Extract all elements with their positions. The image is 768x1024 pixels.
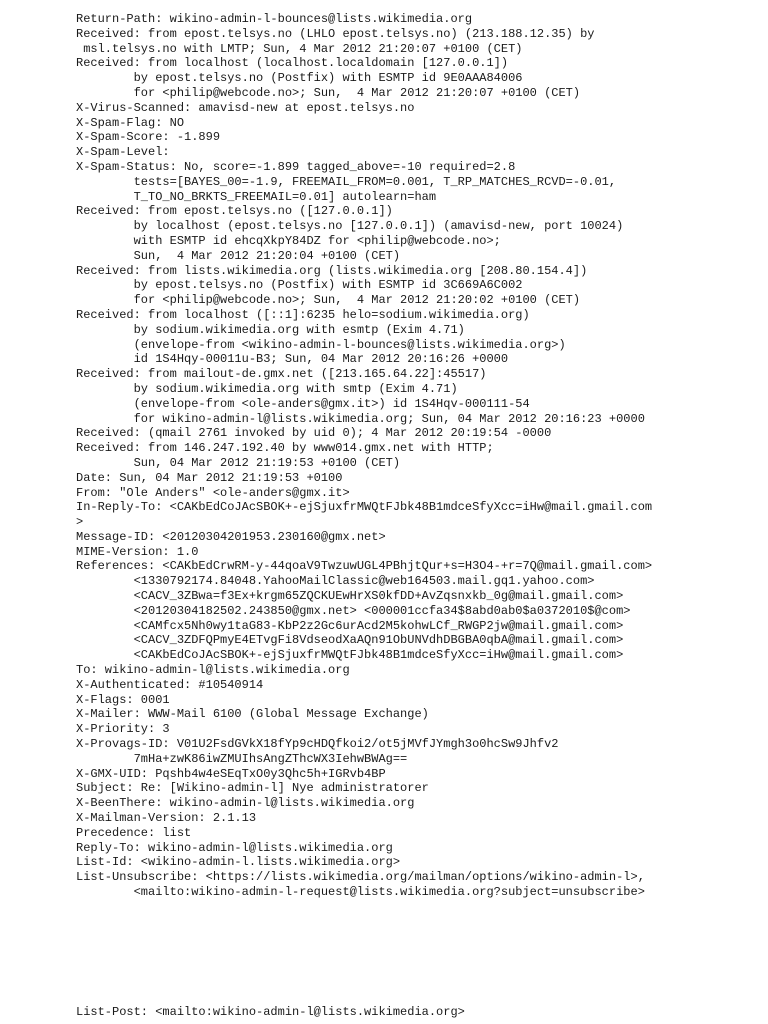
header-line: tests=[BAYES_00=-1.9, FREEMAIL_FROM=0.001, T_RP_MATCHES_RCVD=-0.01, <box>76 174 617 189</box>
header-line: X-Spam-Flag: NO <box>76 115 185 130</box>
header-line: X-Authenticated: #10540914 <box>76 677 264 692</box>
header-line: by epost.telsys.no (Postfix) with ESMTP id 3C669A6C002 <box>76 278 523 293</box>
header-line: Received: from 146.247.192.40 by www014.gmx.net with HTTP; <box>76 441 494 456</box>
header-line: by sodium.wikimedia.org with smtp (Exim 4.71) <box>76 381 458 396</box>
header-line: <20120304182502.243850@gmx.net> <000001ccfa34$8abd0ab0$a0372010$@com> <box>76 603 631 618</box>
header-line: with ESMTP id ehcqXkpY84DZ for <philip@webcode.no>; <box>76 233 501 248</box>
header-line: X-Virus-Scanned: amavisd-new at epost.telsys.no <box>76 100 415 115</box>
header-line: MIME-Version: 1.0 <box>76 544 199 559</box>
header-line: List-Unsubscribe: <https://lists.wikimedia.org/mailman/options/wikino-admin-l>, <box>76 870 645 885</box>
header-line: for <philip@webcode.no>; Sun, 4 Mar 2012 21:20:07 +0100 (CET) <box>76 85 581 100</box>
header-line: X-Mailer: WWW-Mail 6100 (Global Message Exchange) <box>76 707 429 722</box>
header-line: From: "Ole Anders" <ole-anders@gmx.it> <box>76 485 350 500</box>
header-line: <CAMfcx5Nh0wy1taG83-KbP2z2Gc6urAcd2M5kohwLCf_RWGP2jw@mail.gmail.com> <box>76 618 624 633</box>
header-line: by epost.telsys.no (Postfix) with ESMTP id 9E0AAA84006 <box>76 71 523 86</box>
header-line: Reply-To: wikino-admin-l@lists.wikimedia.org <box>76 840 393 855</box>
header-line: X-Spam-Score: -1.899 <box>76 130 221 145</box>
header-line: X-Spam-Status: No, score=-1.899 tagged_above=-10 required=2.8 <box>76 159 516 174</box>
header-line: Sun, 4 Mar 2012 21:20:04 +0100 (CET) <box>76 248 401 263</box>
header-line: for <philip@webcode.no>; Sun, 4 Mar 2012 21:20:02 +0100 (CET) <box>76 293 581 308</box>
header-line: <CACV_3ZBwa=f3Ex+krgm65ZQCKUEwHrXS0kfDD+AvZqsnxkb_0g@mail.gmail.com> <box>76 589 624 604</box>
list-post-header-line: List-Post: <mailto:wikino-admin-l@lists.wikimedia.org> <box>76 1005 465 1019</box>
header-line: In-Reply-To: <CAKbEdCoJAcSBOK+-ejSjuxfrMWQtFJbk48B1mdceSfyXcc=iHw@mail.gmail.com <box>76 500 653 515</box>
header-line: Sun, 04 Mar 2012 21:19:53 +0100 (CET) <box>76 455 401 470</box>
header-line: Received: from mailout-de.gmx.net ([213.165.64.22]:45517) <box>76 367 487 382</box>
header-line: T_TO_NO_BRKTS_FREEMAIL=0.01] autolearn=ham <box>76 189 437 204</box>
header-line: Precedence: list <box>76 825 192 840</box>
header-line: (envelope-from <ole-anders@gmx.it>) id 1S4Hqv-000111-54 <box>76 396 530 411</box>
header-line: > <box>76 515 84 530</box>
header-line: Received: from lists.wikimedia.org (lists.wikimedia.org [208.80.154.4]) <box>76 263 588 278</box>
header-line: <1330792174.84048.YahooMailClassic@web164503.mail.gq1.yahoo.com> <box>76 574 595 589</box>
header-line: Message-ID: <20120304201953.230160@gmx.net> <box>76 529 386 544</box>
header-line: X-GMX-UID: Pqshb4w4eSEqTxO0y3Qhc5h+IGRvb4BP <box>76 766 386 781</box>
header-line: X-Mailman-Version: 2.1.13 <box>76 811 257 826</box>
header-line: Return-Path: wikino-admin-l-bounces@lists.wikimedia.org <box>76 12 473 26</box>
header-line: List-Id: <wikino-admin-l.lists.wikimedia.org> <box>76 855 401 870</box>
header-line: msl.telsys.no with LMTP; Sun, 4 Mar 2012 21:20:07 +0100 (CET) <box>76 41 523 56</box>
header-line: X-BeenThere: wikino-admin-l@lists.wikimedia.org <box>76 796 415 811</box>
header-line: <CACV_3ZDFQPmyE4ETvgFi8VdseodXaAQn91ObUNVdhDBGBA0qbA@mail.gmail.com> <box>76 633 624 648</box>
header-line: X-Priority: 3 <box>76 722 170 737</box>
header-line: <CAKbEdCoJAcSBOK+-ejSjuxfrMWQtFJbk48B1mdceSfyXcc=iHw@mail.gmail.com> <box>76 648 624 663</box>
header-line: Received: from localhost (localhost.localdomain [127.0.0.1]) <box>76 56 509 71</box>
header-line: Subject: Re: [Wikino-admin-l] Nye administratorer <box>76 781 429 796</box>
email-header-block <box>76 12 756 900</box>
header-line: <mailto:wikino-admin-l-request@lists.wikimedia.org?subject=unsubscribe> <box>76 885 645 900</box>
header-line: 7mHa+zwK86iwZMUIhsAngZThcWX3IehwBWAg== <box>76 751 408 766</box>
header-line: Date: Sun, 04 Mar 2012 21:19:53 +0100 <box>76 470 343 485</box>
header-line: id 1S4Hqy-00011u-B3; Sun, 04 Mar 2012 20:16:26 +0000 <box>76 352 509 367</box>
header-line: by sodium.wikimedia.org with esmtp (Exim 4.71) <box>76 322 465 337</box>
header-line: by localhost (epost.telsys.no [127.0.0.1]) (amavisd-new, port 10024) <box>76 219 624 234</box>
header-line: References: <CAKbEdCrwRM-y-44qoaV9TwzuwUGL4PBhjtQur+s=H3O4-+r=7Q@mail.gmail.com> <box>76 559 653 574</box>
header-line: Received: from epost.telsys.no (LHLO epost.telsys.no) (213.188.12.35) by <box>76 26 595 41</box>
header-line: Received: from localhost ([::1]:6235 helo=sodium.wikimedia.org) <box>76 307 530 322</box>
header-line: for wikino-admin-l@lists.wikimedia.org; Sun, 04 Mar 2012 20:16:23 +0000 <box>76 411 645 426</box>
header-line: (envelope-from <wikino-admin-l-bounces@lists.wikimedia.org>) <box>76 337 566 352</box>
header-line: X-Spam-Level: <box>76 145 170 160</box>
header-line: X-Provags-ID: V01U2FsdGVkX18fYp9cHDQfkoi2/ot5jMVfJYmgh3o0hcSw9Jhfv2 <box>76 737 559 752</box>
header-line: Received: (qmail 2761 invoked by uid 0); 4 Mar 2012 20:19:54 -0000 <box>76 426 552 441</box>
header-line: X-Flags: 0001 <box>76 692 170 707</box>
header-line: Received: from epost.telsys.no ([127.0.0.1]) <box>76 204 393 219</box>
header-line: To: wikino-admin-l@lists.wikimedia.org <box>76 663 350 678</box>
